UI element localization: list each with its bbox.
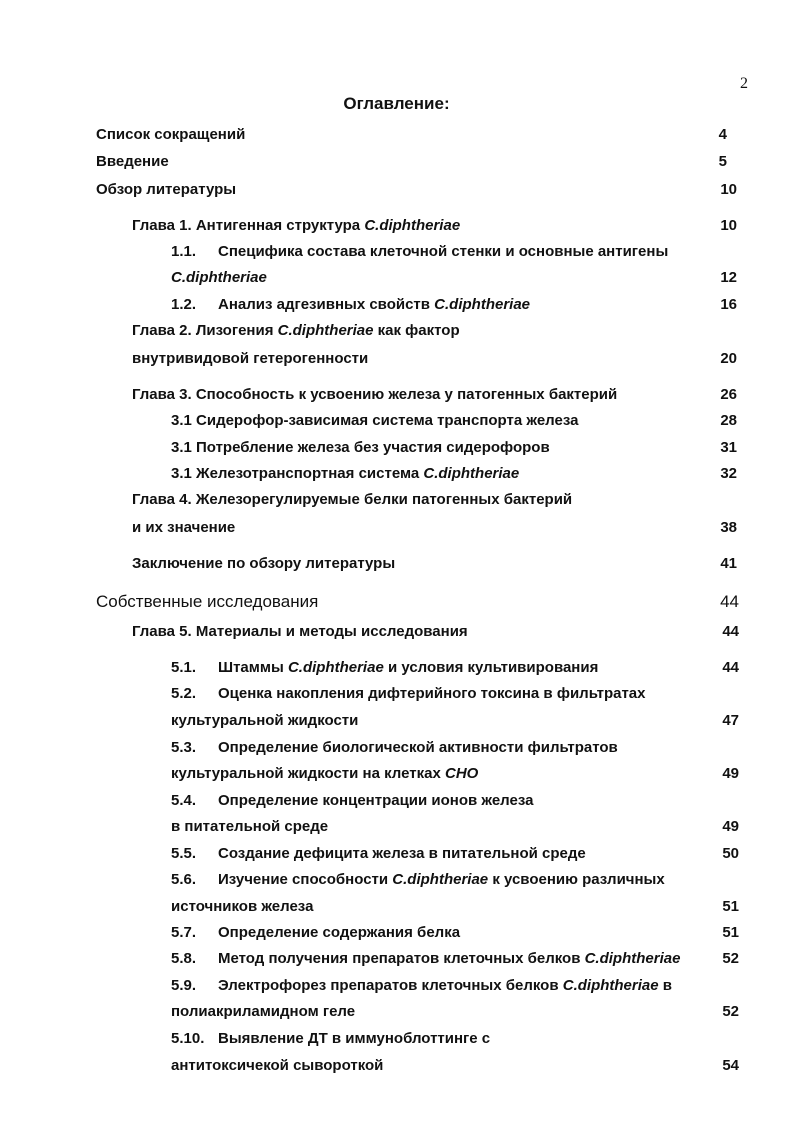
toc-entry-title: Заключение по обзору литературы <box>132 555 396 572</box>
toc-entry-page: 32 <box>720 465 737 482</box>
toc-entry-number: 5.8. <box>171 950 197 967</box>
toc-entry <box>171 685 646 703</box>
toc-entry-page: 44 <box>720 592 739 611</box>
toc-entry-page: 49 <box>722 818 739 835</box>
toc-entry-title: Глава 3. Способность к усвоению железа у патогенных бактерий <box>132 386 618 403</box>
toc-entry-title: Глава 5. Материалы и методы исследования <box>132 623 468 640</box>
toc-entry <box>132 322 460 340</box>
toc-entry-page: 47 <box>722 712 739 729</box>
toc-entry-page: 52 <box>722 950 739 967</box>
toc-entry-italic: C.diphtheriae <box>423 465 520 482</box>
toc-entry-number: 5.6. <box>171 871 197 888</box>
toc-entry <box>171 659 598 677</box>
toc-entry-title: Собственные исследования <box>96 592 319 611</box>
toc-entry-title: культуральной жидкости <box>171 712 359 729</box>
toc-entry <box>171 765 478 783</box>
toc-entry-title: Определение содержания белка <box>218 924 461 941</box>
toc-entry <box>171 243 668 261</box>
toc-entry-title: Определение концентрации ионов железа <box>218 792 534 809</box>
toc-entry-page: 51 <box>722 898 739 915</box>
toc-entry-title: Введение <box>96 153 169 170</box>
toc-entry-title: Метод получения препаратов клеточных белков <box>218 950 585 967</box>
toc-entry-italic: C.diphtheriae <box>562 977 659 994</box>
toc-entry-page: 51 <box>722 924 739 941</box>
toc-entry-title: Оценка накопления дифтерийного токсина в фильтратах <box>218 685 646 702</box>
toc-entry-title-cont: и условия культивирования <box>383 659 599 676</box>
toc-entry-italic: CHO <box>444 765 479 782</box>
toc-entry-number: 5.10. <box>171 1030 205 1047</box>
toc-entry-title: культуральной жидкости на клетках <box>171 765 445 782</box>
toc-entry-page: 12 <box>720 269 737 286</box>
toc-entry-title: Глава 2. Лизогения <box>132 322 278 339</box>
toc-entry-number: 1.2. <box>171 296 197 313</box>
page-title: Оглавление: <box>343 94 450 113</box>
toc-entry-page: 28 <box>720 412 737 429</box>
toc-entry-page: 44 <box>722 623 739 640</box>
toc-entry-page: 26 <box>720 386 737 403</box>
toc-entry-title: внутривидовой гетерогенности <box>132 350 369 367</box>
toc-entry-italic: C.diphtheriae <box>364 217 461 234</box>
toc-entry-number: 5.3. <box>171 739 197 756</box>
toc-entry-italic: C.diphtheriae <box>287 659 384 676</box>
toc-entry <box>171 792 533 810</box>
toc-entry <box>132 217 460 235</box>
toc-entry <box>171 1003 355 1021</box>
toc-entry-page: 10 <box>720 217 737 234</box>
toc-entry-title: антитоксичекой сывороткой <box>171 1057 384 1074</box>
toc-entry-title: Обзор литературы <box>96 181 237 198</box>
toc-entry-italic: C.diphtheriae <box>434 296 531 313</box>
toc-entry-number: 5.4. <box>171 792 197 809</box>
toc-entry-number: 5.2. <box>171 685 197 702</box>
toc-entry-title: 3.1 Сидерофор-зависимая система транспорта железа <box>171 412 579 429</box>
toc-entry-page: 4 <box>718 126 727 143</box>
toc-entry-italic: C.diphtheriae <box>584 950 681 967</box>
toc-entry-title: Список сокращений <box>96 126 246 143</box>
toc-entry-page: 54 <box>722 1057 739 1074</box>
toc-entry-title: Создание дефицита железа в питательной среде <box>218 845 586 862</box>
toc-entry-title: и их значение <box>132 519 236 536</box>
toc-entry-title: в питательной среде <box>171 818 329 835</box>
toc-entry-number: 5.9. <box>171 977 197 994</box>
toc-entry <box>171 439 550 457</box>
toc-entry <box>96 181 236 199</box>
toc-entry-page: 44 <box>722 659 739 676</box>
toc-entry <box>96 153 169 171</box>
toc-entry <box>171 924 460 942</box>
toc-entry <box>132 491 572 509</box>
toc-entry-title-cont: в <box>658 977 672 994</box>
toc-entry-page: 52 <box>722 1003 739 1020</box>
toc-entry-page: 16 <box>720 296 737 313</box>
toc-entry-page: 5 <box>718 153 727 170</box>
toc-entry <box>171 412 578 430</box>
toc-entry <box>132 519 235 537</box>
toc-entry-title: источников железа <box>171 898 314 915</box>
toc-entry-title: полиакриламидном геле <box>171 1003 356 1020</box>
toc-entry <box>132 623 468 641</box>
toc-entry-title: Глава 1. Антигенная структура <box>132 217 365 234</box>
toc-entry-italic: C.diphtheriae <box>171 269 267 286</box>
toc-entry-title: Анализ адгезивных свойств <box>218 296 435 313</box>
toc-entry-number: 5.7. <box>171 924 197 941</box>
toc-entry <box>171 465 519 483</box>
toc-entry-title-cont: к усвоению различных <box>488 871 665 888</box>
toc-entry-page: 10 <box>720 181 737 198</box>
toc-entry-title: 3.1 Потребление железа без участия сидерофоров <box>171 439 550 456</box>
toc-entry-page: 20 <box>720 350 737 367</box>
toc-entry-title: Специфика состава клеточной стенки и основные антигены <box>218 243 669 260</box>
toc-entry <box>132 386 617 404</box>
toc-entry <box>171 739 618 757</box>
toc-entry-italic: C.diphtheriae <box>277 322 374 339</box>
toc-entry <box>171 296 530 314</box>
toc-entry <box>171 1030 490 1048</box>
toc-entry-title: Определение биологической активности фильтратов <box>218 739 618 756</box>
toc-entry-title: 3.1 Железотранспортная система <box>171 465 424 482</box>
toc-entry <box>171 269 267 287</box>
toc-entry <box>171 1057 383 1075</box>
toc-entry-title: Электрофорез препаратов клеточных белков <box>218 977 563 994</box>
toc-entry-title: Штаммы <box>218 659 288 676</box>
toc-entry-number: 1.1. <box>171 243 197 260</box>
toc-entry-title: Изучение способности <box>218 871 393 888</box>
toc-entry <box>96 593 318 611</box>
toc-entry-page: 31 <box>720 439 737 456</box>
toc-entry-italic: C.diphtheriae <box>392 871 489 888</box>
page-number: 2 <box>740 75 748 92</box>
toc-entry <box>171 950 680 968</box>
toc-entry-number: 5.5. <box>171 845 197 862</box>
toc-entry-title-cont: как фактор <box>373 322 460 339</box>
toc-entry-title: Выявление ДТ в иммуноблоттинге с <box>218 1030 491 1047</box>
toc-entry <box>171 871 665 889</box>
toc-entry <box>171 818 328 836</box>
toc-entry <box>171 845 586 863</box>
toc-entry-page: 49 <box>722 765 739 782</box>
toc-entry <box>132 350 368 368</box>
toc-entry-page: 38 <box>720 519 737 536</box>
toc-entry <box>132 555 395 573</box>
toc-entry <box>171 898 313 916</box>
toc-entry <box>171 977 672 995</box>
toc-entry <box>96 126 245 144</box>
toc-entry-page: 41 <box>720 555 737 572</box>
toc-entry-number: 5.1. <box>171 659 197 676</box>
toc-entry-page: 50 <box>722 845 739 862</box>
toc-entry <box>171 712 358 730</box>
toc-entry-title: Глава 4. Железорегулируемые белки патогенных бактерий <box>132 491 573 508</box>
